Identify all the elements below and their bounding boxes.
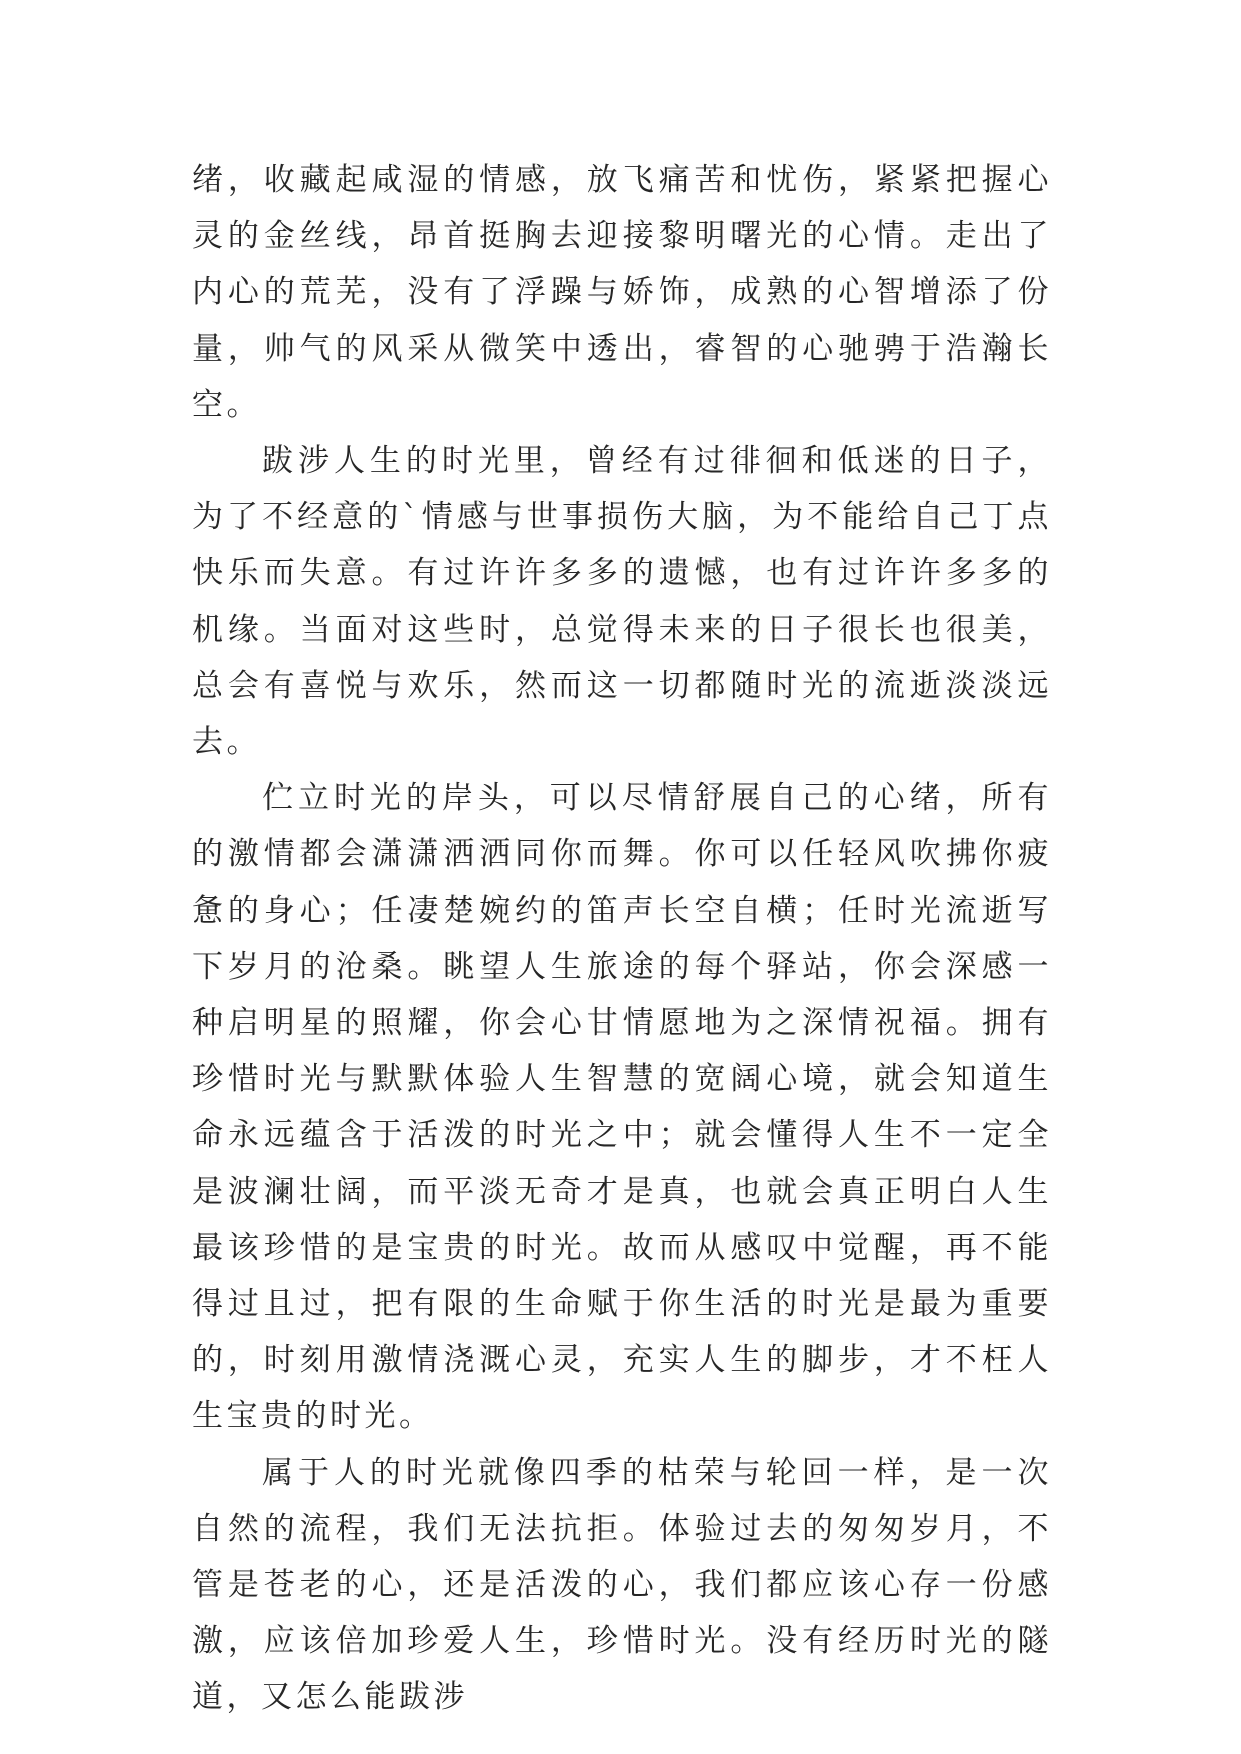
paragraph-continuation: 绪，收藏起咸湿的情感，放飞痛苦和忧伤，紧紧把握心灵的金丝线，昂首挺胸去迎接黎明曙光的心情。走出了内心的荒芜，没有了浮躁与娇饰，成熟的心智增添了份量，帅气的风采从微笑中透出，睿智的心驰骋于浩瀚长空。	[192, 162, 1052, 423]
paragraph: 跋涉人生的时光里，曾经有过徘徊和低迷的日子，为了不经意的`情感与世事损伤大脑，为不能给自己丁点快乐而失意。有过许许多多的遗憾，也有过许许多多的机缘。当面对这些时，总觉得未来的日子很长也很美，总会有喜悦与欢乐，然而这一切都随时光的流逝淡淡远去。	[192, 443, 1052, 761]
body-text	[192, 152, 1052, 1726]
paragraph: 伫立时光的岸头，可以尽情舒展自己的心绪，所有的激情都会潇潇洒洒同你而舞。你可以任轻风吹拂你疲惫的身心；任凄楚婉约的笛声长空自横；任时光流逝写下岁月的沧桑。眺望人生旅途的每个驿站，你会深感一种启明星的照耀，你会心甘情愿地为之深情祝福。拥有珍惜时光与默默体验人生智慧的宽阔心境，就会知道生命永远蕴含于活泼的时光之中；就会懂得人生不一定全是波澜壮阔，而平淡无奇才是真，也就会真正明白人生最该珍惜的是宝贵的时光。故而从感叹中觉醒，再不能得过且过，把有限的生命赋于你生活的时光是最为重要的，时刻用激情浇溉心灵，充实人生的脚步，才不枉人生宝贵的时光。	[192, 780, 1052, 1435]
paragraph: 属于人的时光就像四季的枯荣与轮回一样，是一次自然的流程，我们无法抗拒。体验过去的匆匆岁月，不管是苍老的心，还是活泼的心，我们都应该心存一份感激，应该倍加珍爱人生，珍惜时光。没有经历时光的隧道，又怎么能跋涉	[192, 1454, 1052, 1716]
